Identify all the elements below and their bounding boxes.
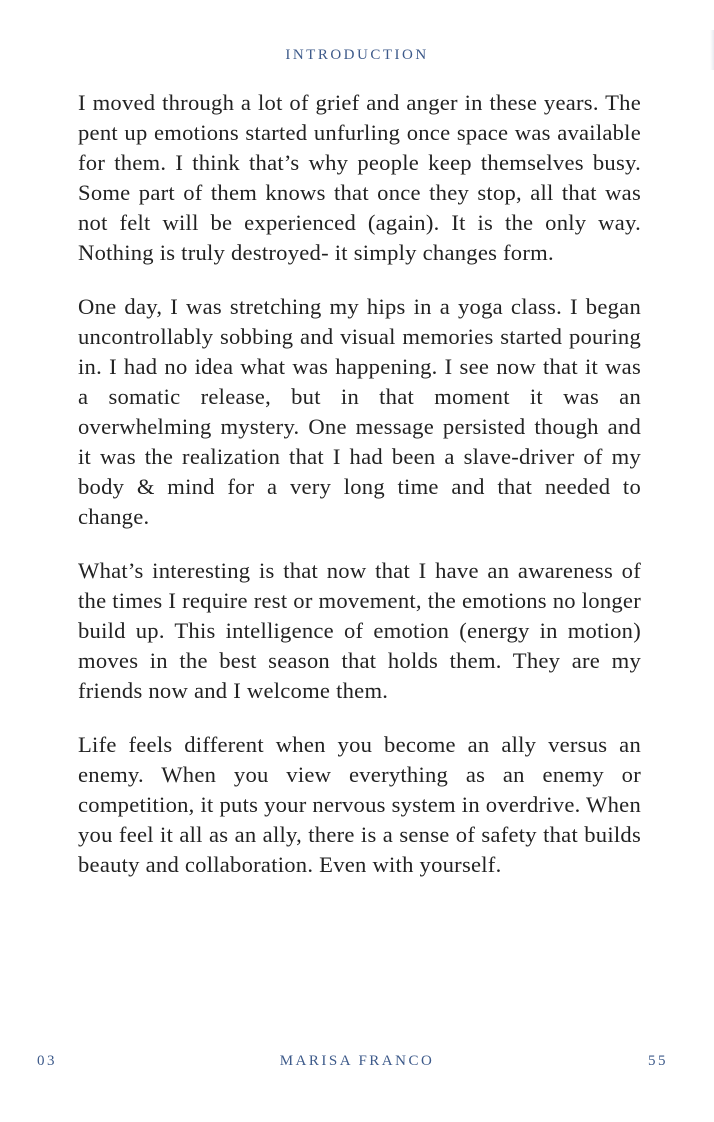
paragraph-3: What’s interesting is that now that I have an awareness of the times I require rest or movement, the emotions no longer build up. This intelligence of emotion (energy in motion) moves in the best season that holds them. They are my friends now and I welcome them. [78, 558, 641, 703]
page-number: 55 [648, 1053, 668, 1069]
page-body [78, 88, 641, 904]
running-footer [0, 1052, 714, 1070]
paragraph-1: I moved through a lot of grief and anger in these years. The pent up emotions started unfurling once space was available for them. I think that’s why people keep themselves busy. Some part of them knows that once they stop, all that was not felt will be experienced (again). It is the only way. Nothing is truly destroyed- it simply changes form. [78, 90, 641, 265]
running-header: INTRODUCTION [285, 47, 429, 63]
paragraph-4: Life feels different when you become an ally versus an enemy. When you view everything as an enemy or competition, it puts your nervous system in overdrive. When you feel it all as an ally, there is a sense of safety that builds beauty and collaboration. Even with yourself. [78, 732, 641, 877]
chapter-number: 03 [37, 1053, 57, 1069]
author-name: MARISA FRANCO [279, 1053, 435, 1069]
paragraph-2: One day, I was stretching my hips in a yoga class. I began uncontrollably sobbing and visual memories started pouring in. I had no idea what was happening. I see now that it was a somatic release, but in that moment it was an overwhelming mystery. One message persisted though and it was the realization that I had been a slave-driver of my body & mind for a very long time and that needed to change. [78, 294, 641, 529]
